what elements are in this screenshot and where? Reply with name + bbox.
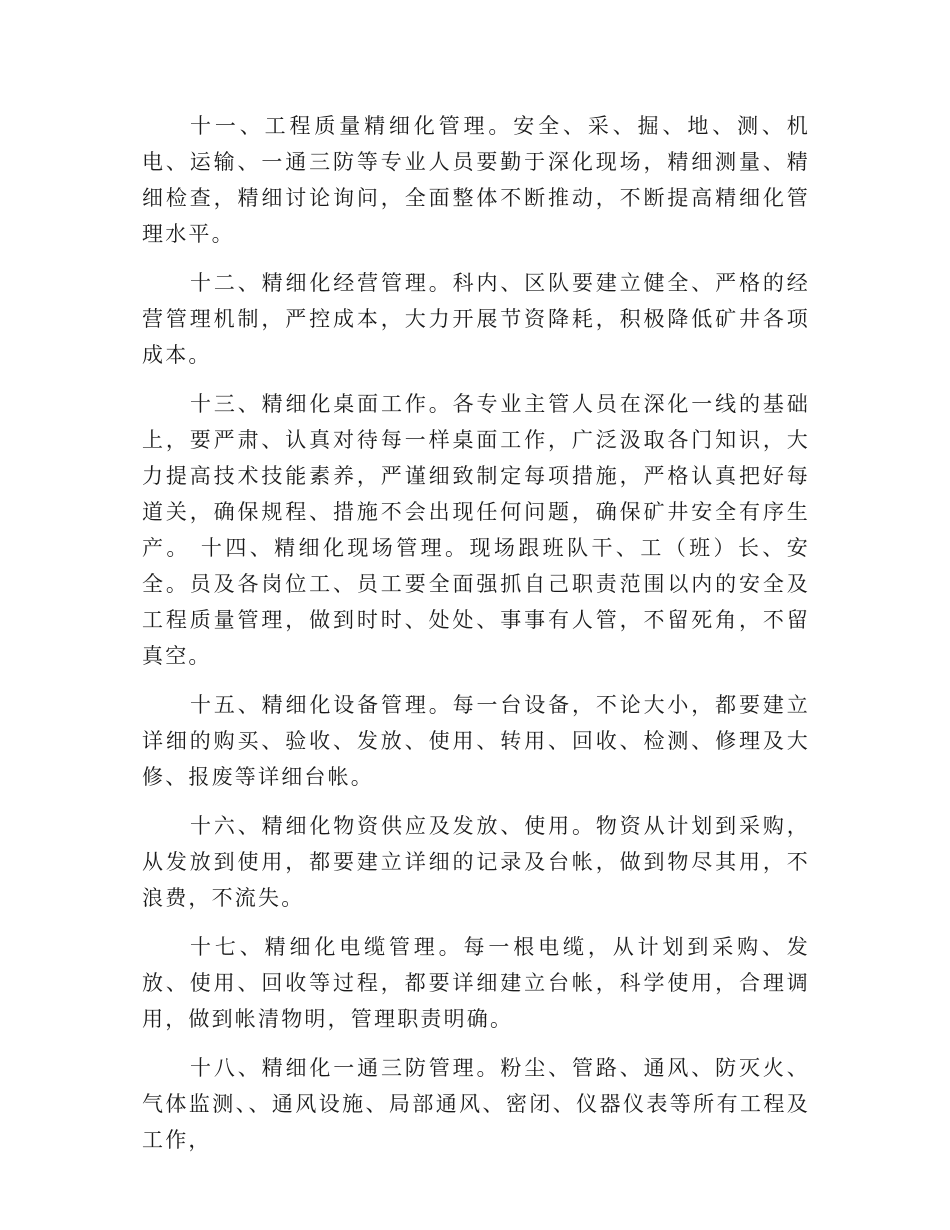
paragraph-13-14: 十三、精细化桌面工作。各专业主管人员在深化一线的基础上，要严肃、认真对待每一样桌面工作，广泛汲取各门知识，大力提高技术技能素养，严谨细致制定每项措施，严格认真把好每道关，确保规程、措施不会出现任何问题，确保矿井安全有序生产。 十四、精细化现场管理。现场跟班队干、工（班）长、安全。员及各岗位工、员工要全面强抓自己职责范围以内的安全及工程质量管理，做到时时、处处、事事有人管，不留死角，不留真空。: [142, 392, 810, 668]
paragraph-15: 十五、精细化设备管理。每一台设备，不论大小，都要建立详细的购买、验收、发放、使用、转用、回收、检测、修理及大修、报废等详细台帐。: [142, 693, 810, 789]
paragraph-16: 十六、精细化物资供应及发放、使用。物资从计划到采购，从发放到使用，都要建立详细的记录及台帐，做到物尽其用，不浪费，不流失。: [142, 814, 810, 910]
paragraph-12: 十二、精细化经营管理。科内、区队要建立健全、严格的经营管理机制，严控成本，大力开展节资降耗，积极降低矿井各项成本。: [142, 271, 810, 367]
paragraph-18: 十八、精细化一通三防管理。粉尘、管路、通风、防灭火、气体监测、、通风设施、局部通风、密闭、仪器仪表等所有工程及工作，: [142, 1056, 810, 1152]
paragraph-17: 十七、精细化电缆管理。每一根电缆，从计划到采购、发放、使用、回收等过程，都要详细建立台帐，科学使用，合理调用，做到帐清物明，管理职责明确。: [142, 935, 810, 1031]
paragraph-11: 十一、工程质量精细化管理。安全、采、掘、地、测、机电、运输、一通三防等专业人员要勤于深化现场，精细测量、精细检查，精细讨论询问，全面整体不断推动，不断提高精细化管理水平。: [142, 114, 810, 246]
document-body: [142, 108, 810, 1171]
